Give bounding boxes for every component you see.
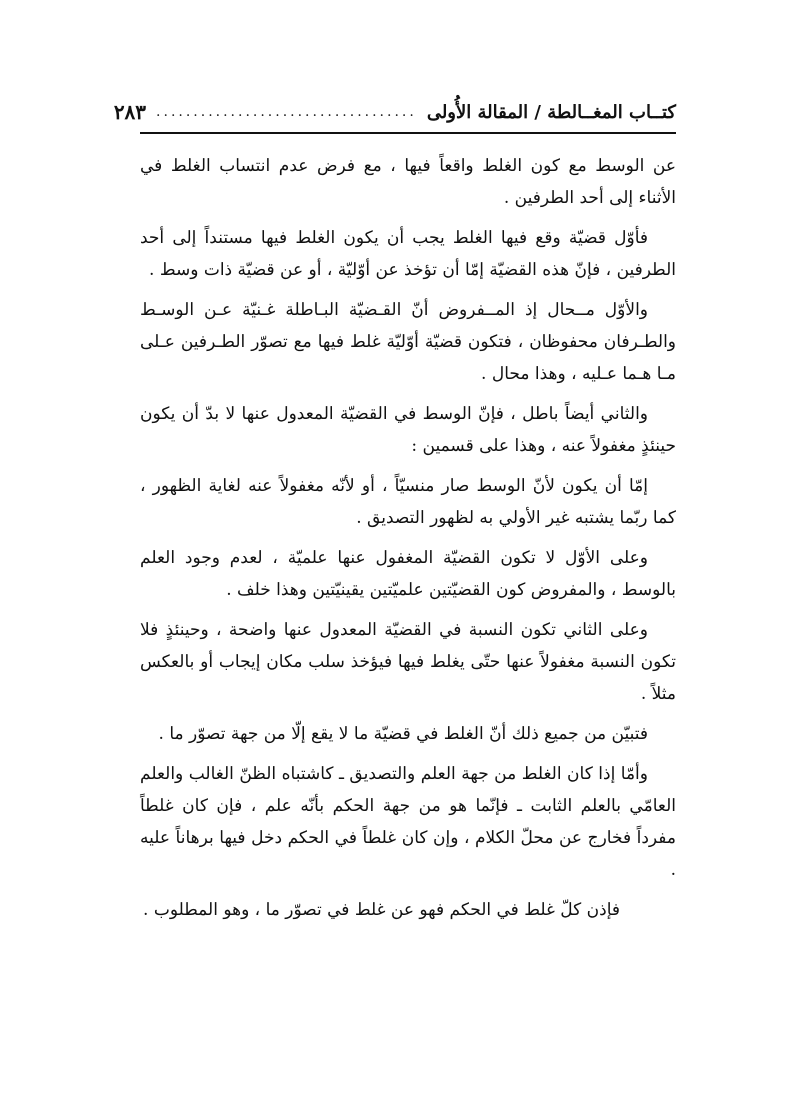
paragraph: عن الوسط مع كون الغلط واقعاً فيها ، مع فرض عدم انتساب الغلط في الأثناء إلى أحد الطرفين . <box>140 156 676 208</box>
paragraph: فإذن كلّ غلط في الحكم فهو عن غلط في تصوّر ما ، وهو المطلوب . <box>143 900 620 920</box>
paragraph: إمّا أن يكون لأنّ الوسط صار منسيّاً ، أو لأنّه مغفولاً عنه لغاية الظهور ، كما ربّما يشتبه غير الأولي به لظهور التصديق . <box>140 476 676 528</box>
running-header <box>113 92 676 134</box>
body-text <box>140 150 676 934</box>
running-title: كتــاب المغــالطة / المقالة الأُولى <box>426 101 676 123</box>
paragraph: وأمّا إذا كان الغلط من جهة العلم والتصديق ـ كاشتباه الظنّ الغالب والعلم العامّي بالعلم الثابت ـ فإنّما هو من جهة الحكم بأنّه علم ، فإن كان غلطاً مفرداً فخارج عن محلّ الكلام ، وإن كان غلطاً في الحكم دخل فيها برهاناً عليه . <box>140 764 676 880</box>
paragraph: فأوّل قضيّة وقع فيها الغلط يجب أن يكون الغلط فيها مستنداً إلى أحد الطرفين ، فإنّ هذه القضيّة إمّا أن تؤخذ عن أوّليّة ، أو عن قضيّة ذات وسط . <box>140 228 676 280</box>
paragraph: وعلى الثاني تكون النسبة في القضيّة المعدول عنها واضحة ، وحينئذٍ فلا تكون النسبة مغفولاً عنها حتّى يغلط فيها فيؤخذ سلب مكان إيجاب أو بالعكس مثلاً . <box>140 620 676 704</box>
paragraph: والثاني أيضاً باطل ، فإنّ الوسط في القضيّة المعدول عنها لا بدّ أن يكون حينئذٍ مغفولاً عنه ، وهذا على قسمين : <box>140 404 676 456</box>
paragraph: فتبيّن من جميع ذلك أنّ الغلط في قضيّة ما لا يقع إلّا من جهة تصوّر ما . <box>158 724 648 744</box>
paragraph: وعلى الأوّل لا تكون القضيّة المغفول عنها علميّة ، لعدم وجود العلم بالوسط ، والمفروض كون القضيّتين علميّتين يقينيّتين وهذا خلف . <box>140 548 676 600</box>
paragraph: والأوّل مــحال إذ المــفروض أنّ القـضيّة البـاطلة غـنيّة عـن الوسـط والطـرفان محفوظان ، فتكون قضيّة أوّليّة غلط فيها مع تصوّر الطـرفين عـلى مـا هـما عـليه ، وهذا محال . <box>140 300 676 384</box>
page-number: ٢٨٣ <box>113 100 147 124</box>
leader-dots: ................................... <box>156 104 417 120</box>
